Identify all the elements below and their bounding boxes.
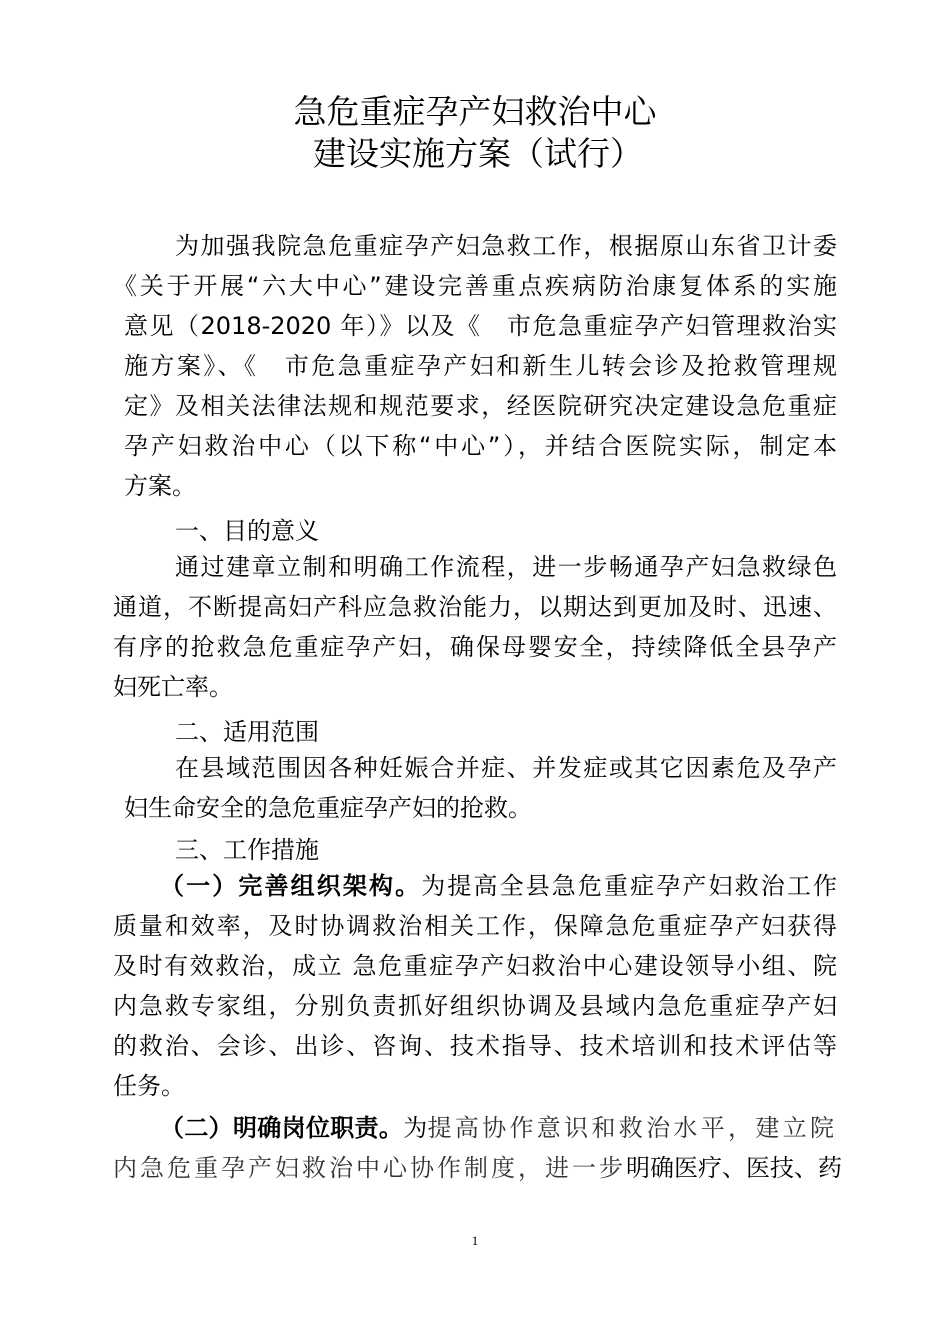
section2-line: 在县域范围因各种妊娠合并症、并发症或其它因素危及孕产 [175,754,837,782]
item2-first-rest-b: 提高协作意识和救治水平，建立院 [427,1114,838,1142]
section2-line: 妇生命安全的急危重症孕产妇的抢救。 [124,794,532,822]
intro-line: 意见（2018-2020 年）》以及《 市危急重症孕产妇管理救治实 [124,312,837,340]
section1-line: 妇死亡率。 [113,673,233,701]
item1-line: 任务。 [113,1072,185,1100]
item2-line2-a: 内急危重孕产妇救治中心协作制度，进一步 [113,1154,626,1182]
section1-line: 通道，不断提高妇产科应急救治能力，以期达到更加及时、迅速、 [113,593,837,621]
document-title-line2: 建设实施方案（试行） [313,134,643,173]
item2-first-line [160,1108,837,1148]
page-number: 1 [471,1233,479,1248]
section1-line: 有序的抢救急危重症孕产妇，确保母婴安全，持续降低全县孕产 [113,633,837,661]
intro-line: 施方案》、《 市危急重症孕产妇和新生儿转会诊及抢救管理规 [124,352,837,380]
item2-second-line [113,1148,842,1188]
item1-line: 质量和效率，及时协调救治相关工作，保障急危重症孕产妇获得 [113,912,837,940]
item1-line: 的救治、会诊、出诊、咨询、技术指导、技术培训和技术评估等 [113,1032,837,1060]
section-heading: 三、工作措施 [175,836,319,864]
item1-first-line [160,866,837,906]
section-heading: 一、目的意义 [175,517,319,545]
section-heading: 二、适用范围 [175,718,319,746]
intro-line: 定》及相关法律法规和规范要求，经医院研究决定建设急危重症 [124,392,837,420]
intro-line: 方案。 [124,472,196,500]
item1-line: 及时有效救治，成立 急危重症孕产妇救治中心建设领导小组、院 [113,952,837,980]
item1-line: 内急救专家组，分别负责抓好组织协调及县域内急危重症孕产妇 [113,992,837,1020]
intro-line: 《关于开展“六大中心”建设完善重点疾病防治康复体系的实施 [113,272,837,300]
item2-line2-b: 明确医疗、医技、药 [626,1154,842,1182]
document-title-line1: 急危重症孕产妇救治中心 [293,92,657,131]
item2-first-rest-a: 为 [403,1114,428,1142]
intro-line: 孕产妇救治中心（以下称“中心”），并结合医院实际，制定本 [124,432,837,460]
section1-line: 通过建章立制和明确工作流程，进一步畅通孕产妇急救绿色 [175,553,837,581]
intro-line: 为加强我院急危重症孕产妇急救工作，根据原山东省卫计委 [175,232,837,260]
item1-first-rest: 为提高全县急危重症孕产妇救治工作 [421,872,838,900]
item2-bold-lead: （二）明确岗位职责。 [160,1114,404,1142]
item1-bold-lead: （一）完善组织架构。 [160,872,422,900]
